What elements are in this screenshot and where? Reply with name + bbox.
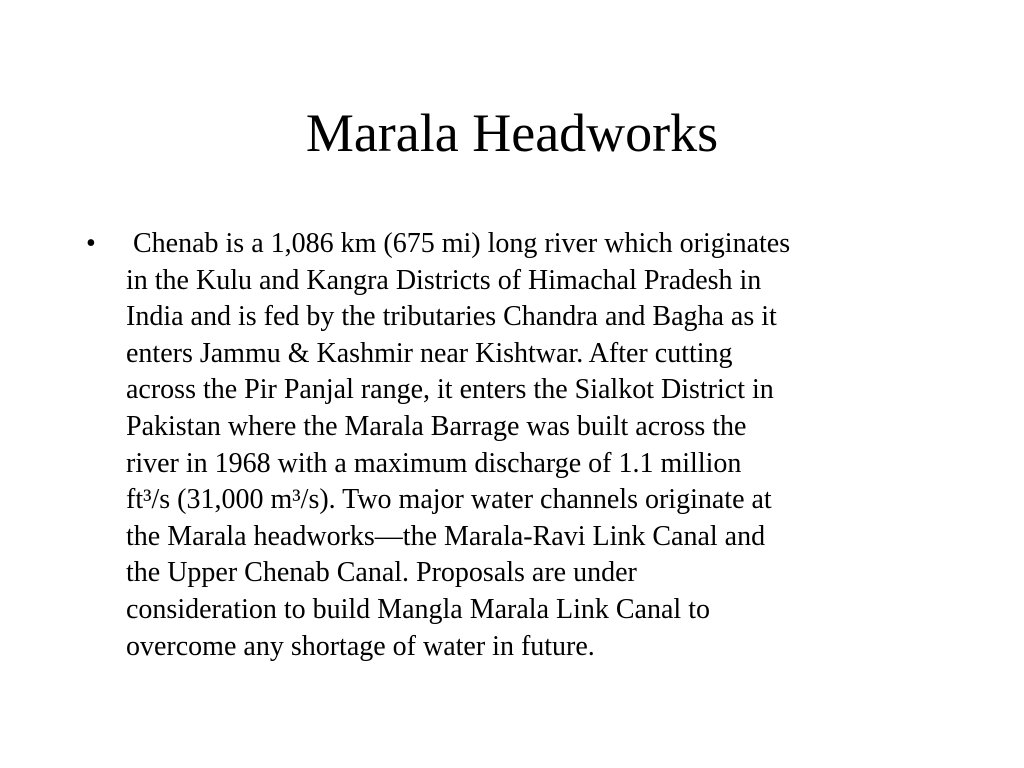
bullet-line: enters Jammu & Kashmir near Kishtwar. After cutting xyxy=(126,337,733,369)
bullet-line: the Marala headworks—the Marala-Ravi Link Canal and xyxy=(126,520,766,552)
bullet-line: consideration to build Mangla Marala Link Canal to xyxy=(126,593,710,625)
bullet-marker: • xyxy=(86,228,96,259)
bullet-item xyxy=(86,226,946,665)
bullet-line: India and is fed by the tributaries Chandra and Bagha as it xyxy=(126,301,777,333)
bullet-line: river in 1968 with a maximum discharge of 1.1 million xyxy=(126,447,742,479)
bullet-line: overcome any shortage of water in future. xyxy=(126,630,595,662)
bullet-line: across the Pir Panjal range, it enters the Sialkot District in xyxy=(126,374,774,406)
bullet-line: Pakistan where the Marala Barrage was built across the xyxy=(126,410,747,442)
bullet-line: in the Kulu and Kangra Districts of Himachal Pradesh in xyxy=(126,264,762,296)
bullet-text xyxy=(126,226,946,665)
bullet-list xyxy=(86,226,946,665)
bullet-line: Chenab is a 1,086 km (675 mi) long river which originates xyxy=(126,228,791,259)
bullet-line: ft³/s (31,000 m³/s). Two major water channels originate at xyxy=(126,484,772,516)
bullet-line: the Upper Chenab Canal. Proposals are under xyxy=(126,557,637,589)
slide-title: Marala Headworks xyxy=(305,103,719,163)
